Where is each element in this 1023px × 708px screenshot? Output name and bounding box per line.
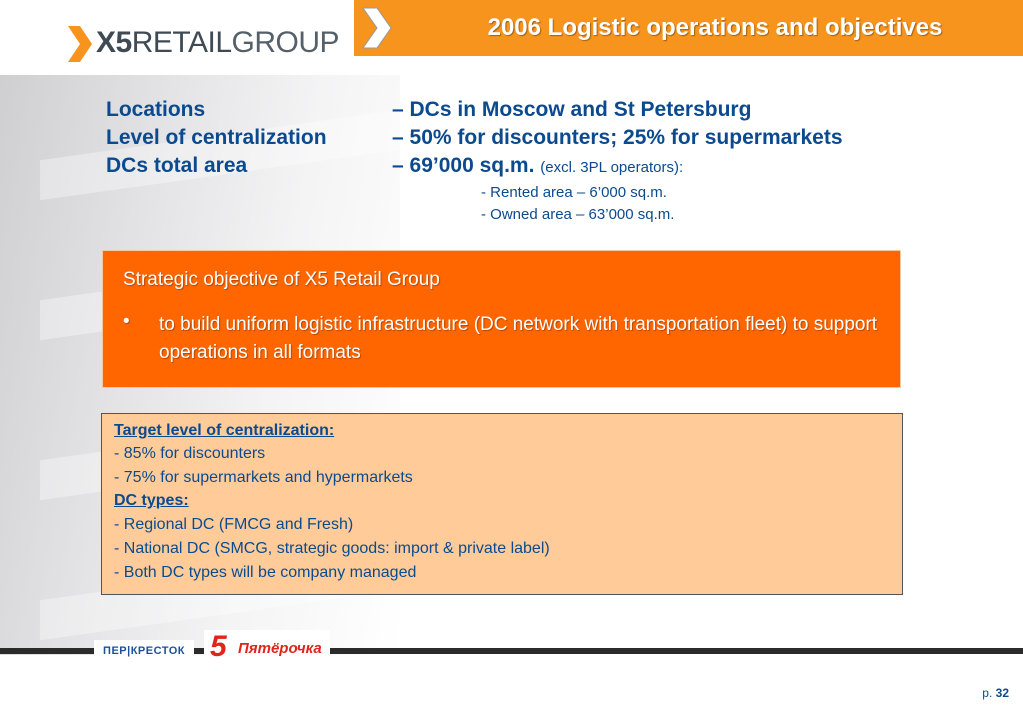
info-label-area: DCs total area	[106, 154, 248, 177]
objective-text: to build uniform logistic infrastructure (DC network with transportation fleet) to support operations in all formats	[159, 314, 878, 363]
logo-wordmark: X5RETAILGROUP	[96, 26, 340, 59]
strategic-objective-box	[103, 251, 900, 387]
pyaterochka-logo: 5 Пятёрочка	[204, 630, 330, 664]
target-line-discounters: - 85% for discounters	[114, 445, 266, 462]
target-heading: Target level of centralization:	[114, 422, 335, 439]
page-title: 2006 Logistic operations and objectives	[487, 14, 943, 41]
x5-retail-group-logo	[66, 22, 340, 66]
info-value-centralization: – 50% for discounters; 25% for supermarkets	[392, 126, 843, 149]
info-label-locations: Locations	[106, 98, 206, 121]
info-value-area: – 69’000 sq.m. (excl. 3PL operators):	[392, 154, 684, 177]
perekrestok-logo: ПЕР|КРЕСТОК	[94, 640, 194, 662]
info-value-locations: – DCs in Moscow and St Petersburg	[392, 98, 752, 121]
target-centralization-box	[101, 413, 903, 595]
info-sub-owned: - Owned area – 63’000 sq.m.	[481, 206, 675, 223]
info-sub-rented: - Rented area – 6’000 sq.m.	[481, 184, 667, 201]
target-line-supermarkets: - 75% for supermarkets and hypermarkets	[114, 469, 413, 486]
dc-type-managed: - Both DC types will be company managed	[114, 564, 417, 581]
chevron-right-icon	[360, 6, 394, 50]
info-area-note: (excl. 3PL operators):	[540, 159, 684, 176]
dc-types-heading: DC types:	[114, 492, 189, 509]
dc-type-regional: - Regional DC (FMCG and Fresh)	[114, 516, 354, 533]
dc-type-national: - National DC (SMCG, strategic goods: import & private label)	[114, 540, 550, 557]
info-label-centralization: Level of centralization	[106, 126, 327, 149]
objective-title: Strategic objective of X5 Retail Group	[123, 269, 440, 290]
objective-bullet: •	[123, 311, 130, 332]
chevron-right-icon	[66, 24, 94, 64]
page-number: p. 32	[982, 686, 1009, 700]
